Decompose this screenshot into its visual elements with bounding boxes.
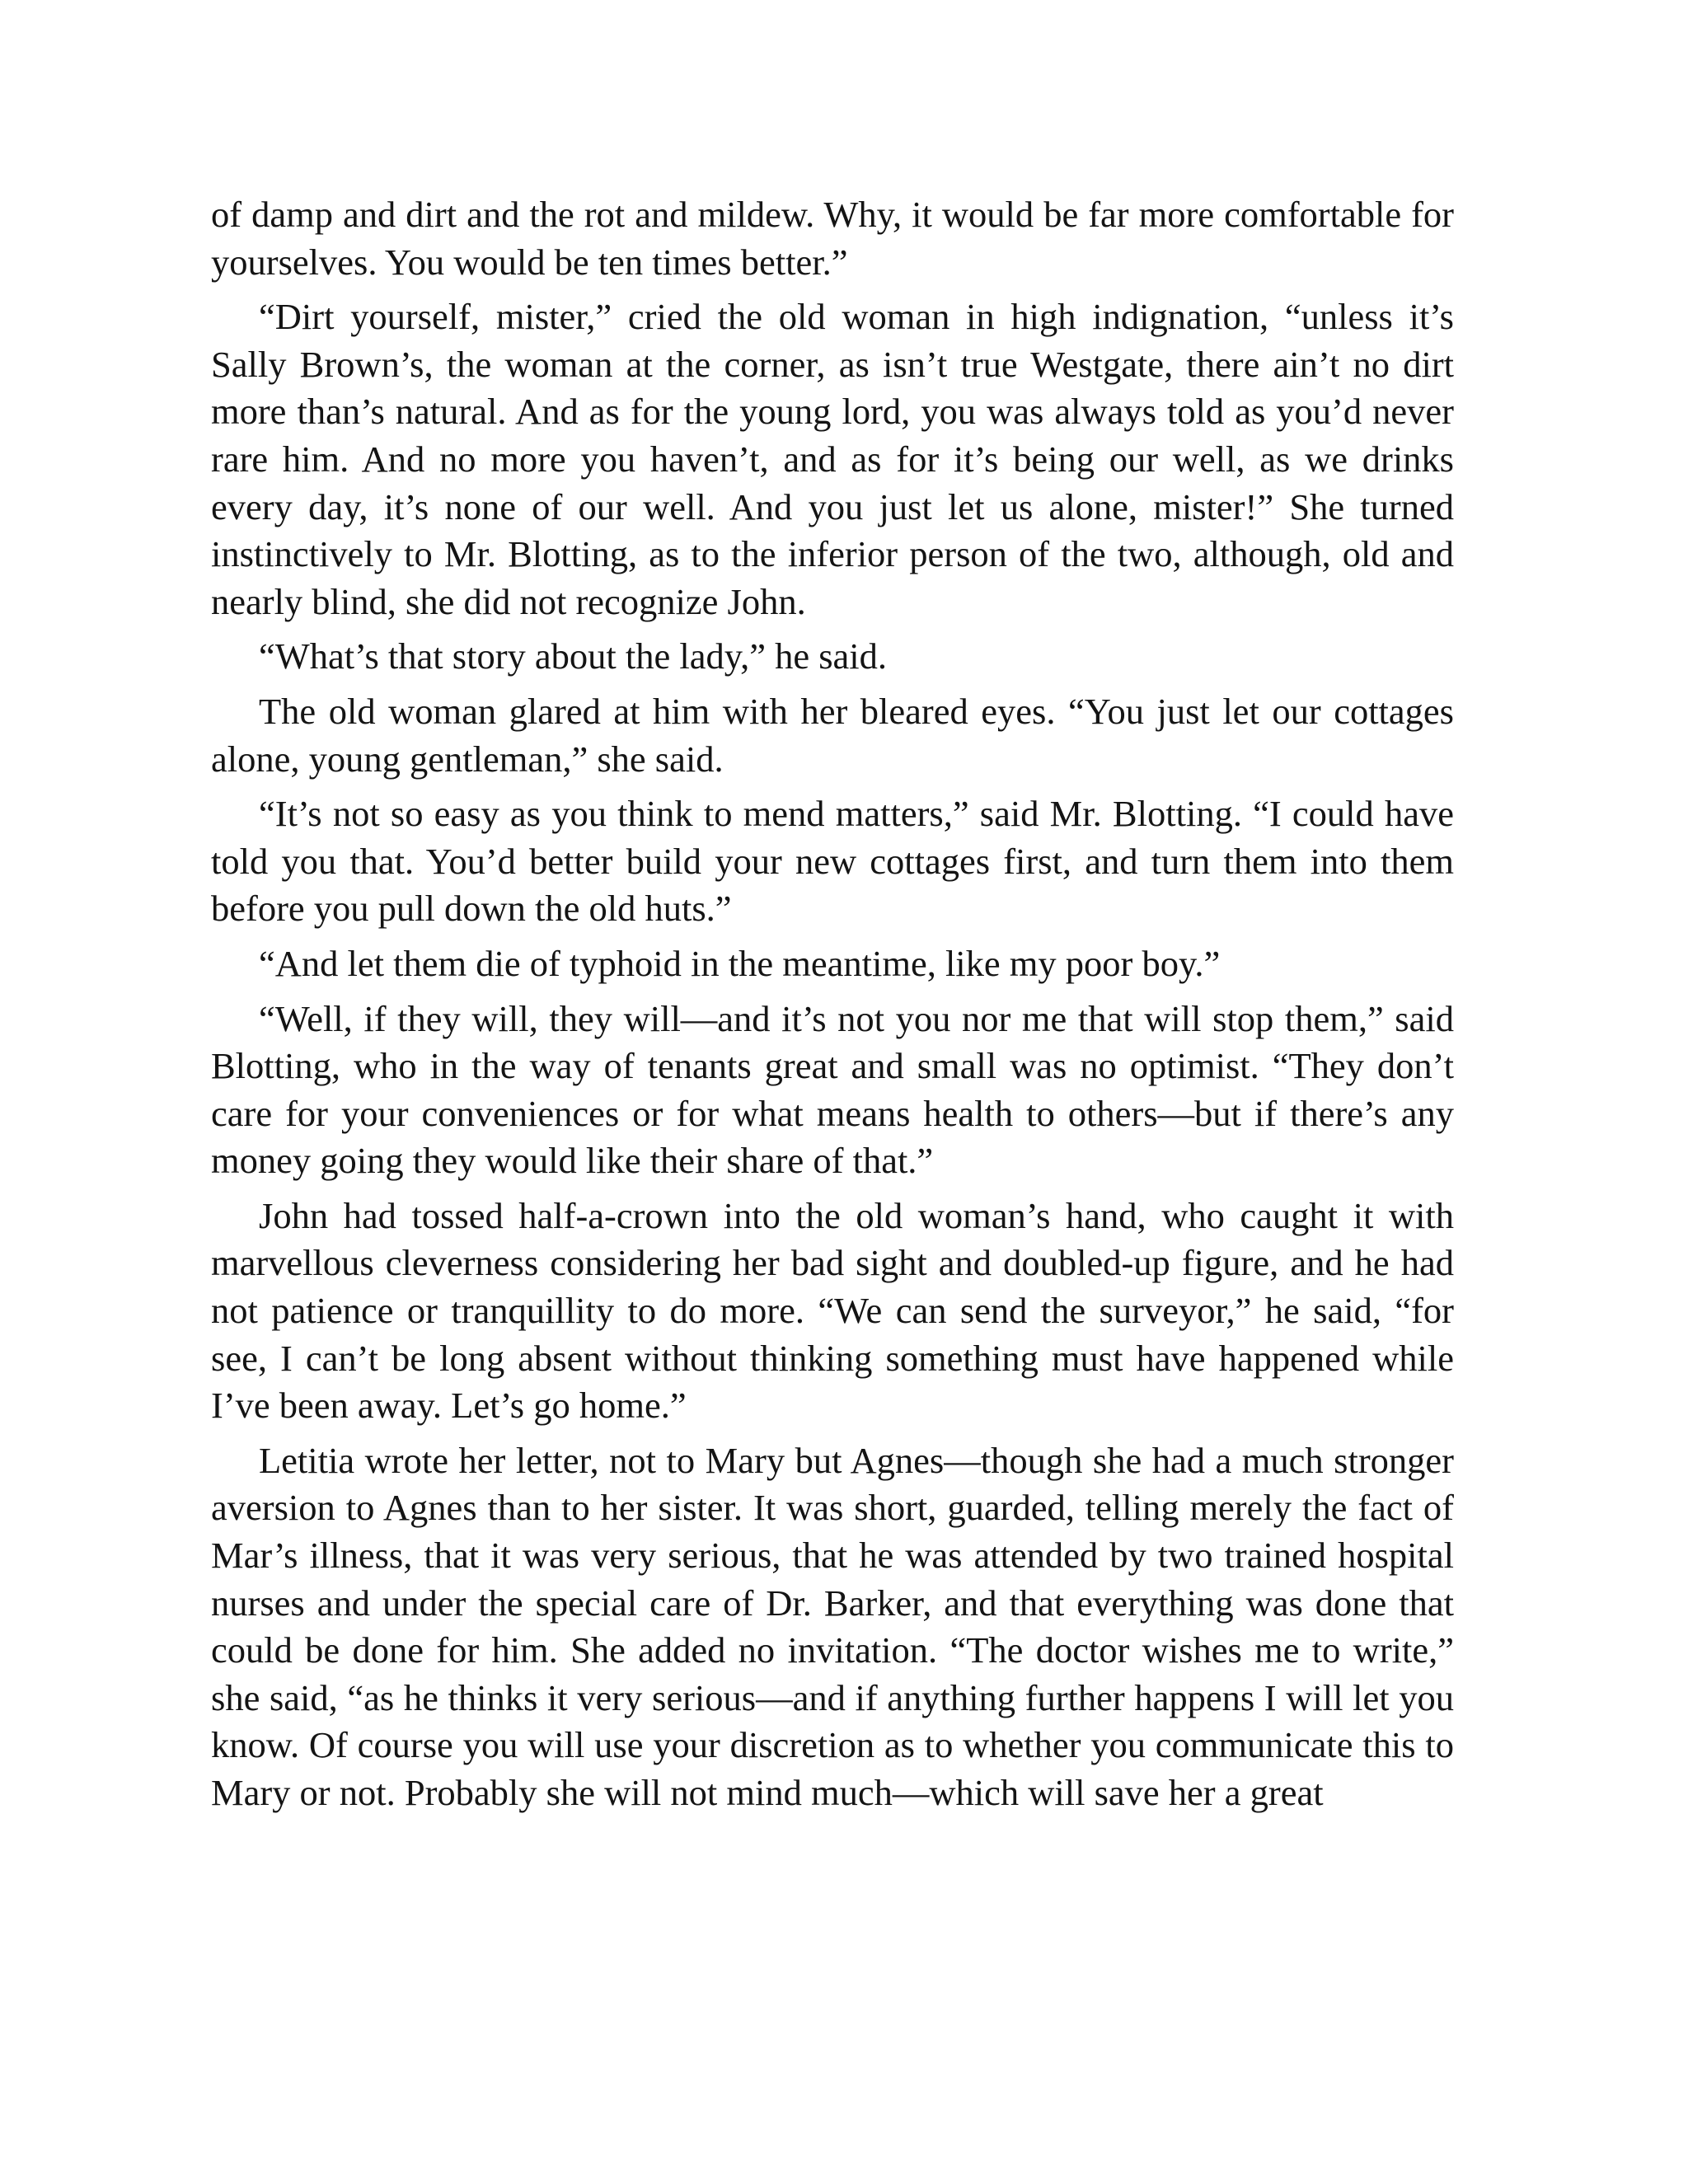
paragraph-mend-matters: “It’s not so easy as you think to mend matters,” said Mr. Blotting. “I could have told you that. You’d better build your new cottages first, and turn them into them before you pull down the old huts.”: [211, 793, 1454, 930]
paragraph-story-lady: “What’s that story about the lady,” he said.: [259, 635, 888, 677]
paragraph-old-woman-glared: The old woman glared at him with her bleared eyes. “You just let our cottages alone, young gentleman,” she said.: [211, 690, 1454, 780]
paragraph-continued: of damp and dirt and the rot and mildew. Why, it would be far more comfortable for yourselves. You would be ten times better.”: [211, 194, 1454, 283]
book-page: [211, 191, 1454, 1825]
paragraph-half-a-crown: John had tossed half-a-crown into the old woman’s hand, who caught it with marvellous cleverness considering her bad sight and doubled-up figure, and he had not patience or tranquillity to do more. “We can send the surveyor,” he said, “for see, I can’t be long absent without thinking something must have happened while I’ve been away. Let’s go home.”: [211, 1194, 1454, 1427]
paragraph-typhoid: “And let them die of typhoid in the meantime, like my poor boy.”: [259, 942, 1221, 984]
paragraph-letitia-letter: Letitia wrote her letter, not to Mary but Agnes—though she had a much stronger aversion to Agnes than to her sister. It was short, guarded, telling merely the fact of Mar’s illness, that it was very serious, that he was attended by two trained hospital nurses and under the special care of Dr. Barker, and that everything was done that could be done for him. She added no invitation. “The doctor wishes me to write,” she said, “as he thinks it very serious—and if anything further happens I will let you know. Of course you will use your discretion as to whether you communicate this to Mary or not. Probably she will not mind much—which will save her a great: [211, 1439, 1454, 1813]
paragraph-blotting-optimist: “Well, if they will, they will—and it’s not you nor me that will stop them,” said Blotting, who in the way of tenants great and small was no optimist. “They don’t care for your conveniences or for what means health to others—but if there’s any money going they would like their share of that.”: [211, 997, 1454, 1182]
paragraph-dirt-yourself: “Dirt yourself, mister,” cried the old woman in high indignation, “unless it’s Sally Brown’s, the woman at the corner, as isn’t true Westgate, there ain’t no dirt more than’s natural. And as for the young lord, you was always told as you’d never rare him. And no more you haven’t, and as for it’s being our well, as we drinks every day, it’s none of our well. And you just let us alone, mister!” She turned instinctively to Mr. Blotting, as to the inferior person of the two, although, old and nearly blind, she did not recognize John.: [211, 296, 1454, 622]
